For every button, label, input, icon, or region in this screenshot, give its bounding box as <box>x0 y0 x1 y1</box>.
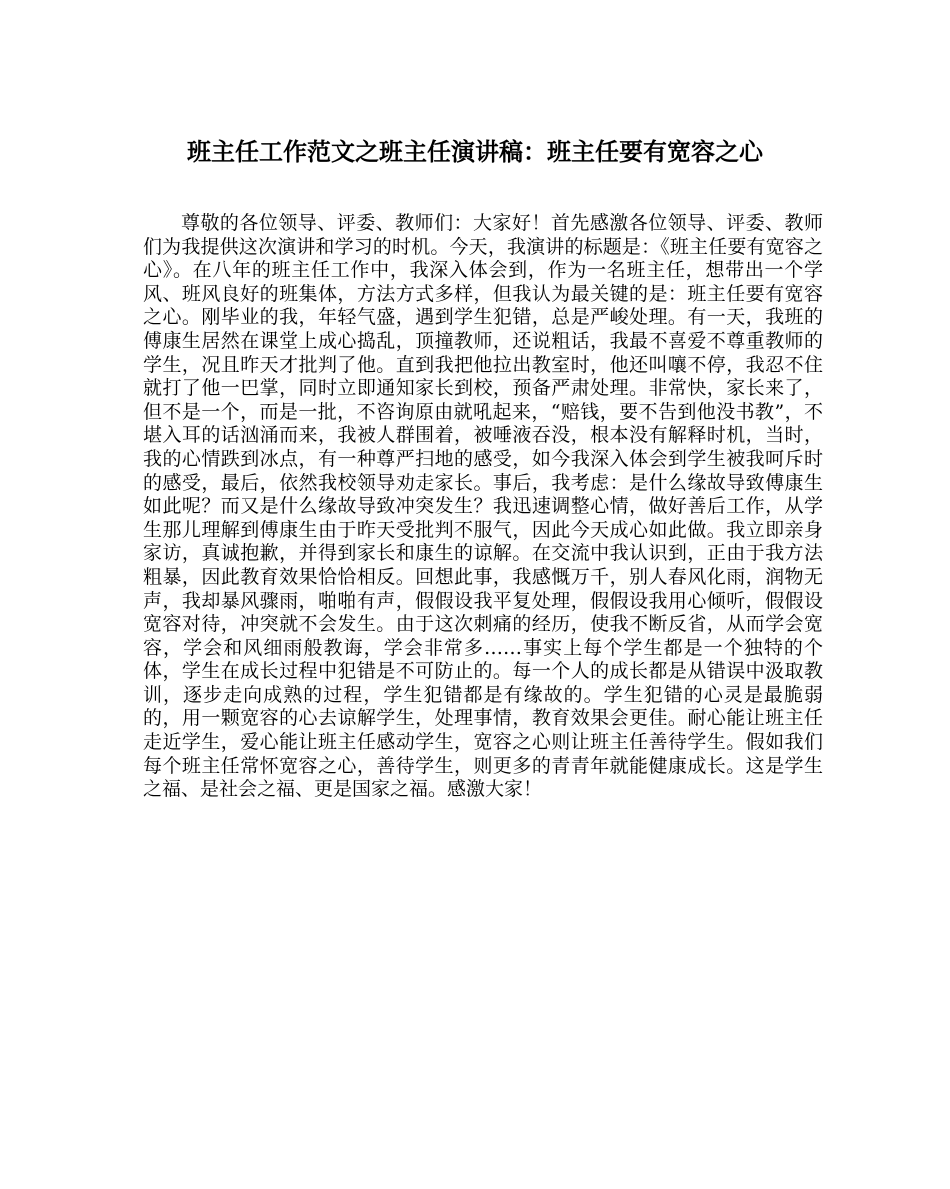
body-paragraph: 尊敬的各位领导、评委、教师们：大家好！首先感激各位领导、评委、教师们为我提供这次演讲和学习的时机。今天，我演讲的标题是：《班主任要有宽容之心》。在八年的班主任工作中，我深入体会到，作为一名班主任，想带出一个学风、班风良好的班集体，方法方式多样，但我认为最关键的是：班主任要有宽容之心。刚毕业的我，年轻气盛，遇到学生犯错，总是严峻处理。有一天，我班的傅康生居然在课堂上成心捣乱，顶撞教师，还说粗话，我最不喜爱不尊重教师的学生，况且昨天才批判了他。直到我把他拉出教室时，他还叫嚷不停，我忍不住就打了他一巴掌，同时立即通知家长到校，预备严肃处理。非常快，家长来了，但不是一个，而是一批，不咨询原由就吼起来，“赔钱，要不告到他没书教”，不堪入耳的话汹涌而来，我被人群围着，被唾液吞没，根本没有解释时机，当时，我的心情跌到冰点，有一种尊严扫地的感受，如今我深入体会到学生被我呵斥时的感受，最后，依然我校领导劝走家长。事后，我考虑：是什么缘故导致傅康生如此呢？而又是什么缘故导致冲突发生？我迅速调整心情，做好善后工作，从学生那儿理解到傅康生由于昨天受批判不服气，因此今天成心如此做。我立即亲身家访，真诚抱歉，并得到家长和康生的谅解。在交流中我认识到，正由于我方法粗暴，因此教育效果恰恰相反。回想此事，我感慨万千，别人春风化雨，润物无声，我却暴风骤雨，啪啪有声，假假设我平复处理，假假设我用心倾听，假假设宽容对待，冲突就不会发生。由于这次刺痛的经历，使我不断反省，从而学会宽容，学会和风细雨般教诲，学会非常多……事实上每个学生都是一个独特的个体，学生在成长过程中犯错是不可防止的。每一个人的成长都是从错误中汲取教训，逐步走向成熟的过程，学生犯错都是有缘故的。学生犯错的心灵是最脆弱的，用一颗宽容的心去谅解学生，处理事情，教育效果会更佳。耐心能让班主任走近学生，爱心能让班主任感动学生，宽容之心则让班主任善待学生。假如我们每个班主任常怀宽容之心，善待学生，则更多的青青年就能健康成长。这是学生之福、是社会之福、更是国家之福。感激大家！ <box>143 212 823 801</box>
document-title: 班主任工作范文之班主任演讲稿：班主任要有宽容之心 <box>187 137 763 166</box>
document-body <box>143 212 823 802</box>
